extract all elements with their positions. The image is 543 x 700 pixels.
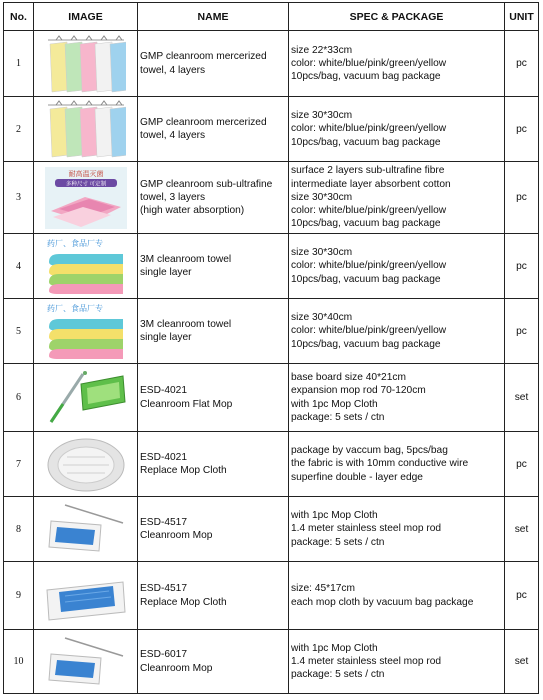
blue-pad-image: [34, 562, 138, 630]
row-number: 4: [4, 234, 34, 299]
name-line: GMP cleanroom mercerized: [140, 116, 267, 128]
spec-line: color: white/blue/pink/green/yellow: [291, 123, 447, 135]
row-number: 2: [4, 97, 34, 162]
spec-line: size 30*30cm: [291, 191, 353, 203]
name-line: Replace Mop Cloth: [140, 465, 227, 476]
table-row: [4, 364, 539, 432]
name-line: single layer: [140, 267, 192, 278]
row-number: 3: [4, 162, 34, 234]
spec-line: 10pcs/bag, vacuum bag package: [291, 218, 441, 230]
spec-line: size 22*33cm: [291, 44, 353, 56]
spec-line: with 1pc Mop Cloth: [291, 642, 378, 654]
spec-line: expansion mop rod 70-120cm: [291, 385, 426, 397]
spec-line: with 1pc Mop Cloth: [291, 510, 378, 522]
spec-line: package: 5 sets / ctn: [291, 411, 385, 423]
spec-line: package: 5 sets / ctn: [291, 669, 385, 681]
name-line: Cleanroom Mop: [140, 530, 213, 541]
product-spec: [289, 97, 505, 162]
product-name: [138, 31, 289, 97]
header-row: [4, 3, 539, 31]
spec-line: size: 45*17cm: [291, 583, 355, 595]
spec-line: color: white/blue/pink/green/yellow: [291, 205, 447, 217]
row-number: 5: [4, 299, 34, 364]
spec-line: 10pcs/bag, vacuum bag package: [291, 273, 441, 285]
name-line: 3M cleanroom towel: [140, 318, 232, 330]
product-name: [138, 364, 289, 432]
spec-line: 1.4 meter stainless steel mop rod: [291, 655, 442, 667]
table-row: [4, 630, 539, 694]
image-caption: 药厂、食品厂专: [46, 239, 103, 248]
spec-line: the fabric is with 10mm conductive wire: [291, 458, 469, 470]
spec-line: package: 5 sets / ctn: [291, 536, 385, 548]
name-line: towel, 3 layers: [140, 191, 206, 203]
product-name: [138, 630, 289, 694]
name-line: GMP cleanroom sub-ultrafine: [140, 178, 273, 190]
spec-line: each mop cloth by vacuum bag package: [291, 596, 474, 608]
spec-line: surface 2 layers sub-ultrafine fibre: [291, 165, 445, 177]
name-line: ESD-4021: [140, 385, 188, 397]
table-row: [4, 299, 539, 364]
name-line: towel, 4 layers: [140, 64, 206, 76]
product-unit: pc: [505, 162, 539, 234]
row-number: 9: [4, 562, 34, 630]
product-name: [138, 162, 289, 234]
spec-line: 10pcs/bag, vacuum bag package: [291, 338, 441, 350]
spec-line: superfine double - layer edge: [291, 471, 423, 483]
name-line: ESD-6017: [140, 649, 188, 661]
spec-line: 1.4 meter stainless steel mop rod: [291, 523, 442, 535]
product-spec: [289, 562, 505, 630]
product-unit: pc: [505, 234, 539, 299]
product-name: [138, 432, 289, 497]
name-line: Cleanroom Flat Mop: [140, 398, 233, 410]
spec-line: size 30*40cm: [291, 312, 353, 324]
image-caption: 多种尺寸 可定制: [65, 181, 106, 187]
product-spec: [289, 234, 505, 299]
towel-hanging-image: [34, 97, 138, 162]
name-line: Replace Mop Cloth: [140, 596, 227, 608]
spec-line: color: white/blue/pink/green/yellow: [291, 260, 447, 272]
product-name: [138, 562, 289, 630]
header-unit: UNIT: [505, 3, 539, 31]
product-spec: [289, 299, 505, 364]
name-line: single layer: [140, 332, 192, 343]
spec-line: with 1pc Mop Cloth: [291, 398, 378, 410]
table-body: [4, 31, 539, 694]
product-name: [138, 234, 289, 299]
flat-mop-image: [34, 364, 138, 432]
table-row: [4, 432, 539, 497]
product-spec: [289, 630, 505, 694]
header-name: NAME: [138, 3, 289, 31]
product-spec: [289, 432, 505, 497]
row-number: 8: [4, 497, 34, 562]
spec-line: base board size 40*21cm: [291, 372, 406, 384]
name-line: towel, 4 layers: [140, 130, 206, 141]
table-row: [4, 31, 539, 97]
product-unit: pc: [505, 31, 539, 97]
header-image: IMAGE: [34, 3, 138, 31]
mop-cloth-image: [34, 432, 138, 497]
name-line: 3M cleanroom towel: [140, 253, 232, 265]
image-caption: 耐高温灭菌: [68, 169, 103, 178]
product-unit: set: [505, 630, 539, 694]
product-spec: [289, 31, 505, 97]
header-no: No.: [4, 3, 34, 31]
spec-line: 10pcs/bag, vacuum bag package: [291, 136, 441, 148]
spec-line: 10pcs/bag, vacuum bag package: [291, 71, 441, 83]
table-row: [4, 497, 539, 562]
row-number: 7: [4, 432, 34, 497]
blue-mop-image: [34, 630, 138, 694]
product-unit: pc: [505, 97, 539, 162]
name-line: ESD-4021: [140, 451, 188, 463]
header-spec: SPEC & PACKAGE: [289, 3, 505, 31]
name-line: GMP cleanroom mercerized: [140, 51, 267, 63]
product-spec: [289, 162, 505, 234]
spec-line: size 30*30cm: [291, 247, 353, 259]
product-unit: pc: [505, 299, 539, 364]
towel-hanging-image: [34, 31, 138, 97]
name-line: ESD-4517: [140, 583, 188, 595]
product-unit: pc: [505, 432, 539, 497]
product-name: [138, 97, 289, 162]
towel-stack-image: [34, 162, 138, 234]
row-number: 6: [4, 364, 34, 432]
folded-towels-image: [34, 234, 138, 299]
product-unit: set: [505, 364, 539, 432]
product-spec: [289, 364, 505, 432]
spec-line: color: white/blue/pink/green/yellow: [291, 57, 447, 69]
name-line: ESD-4517: [140, 516, 188, 528]
row-number: 10: [4, 630, 34, 694]
name-line: Cleanroom Mop: [140, 662, 213, 674]
blue-mop-image: [34, 497, 138, 562]
product-name: [138, 299, 289, 364]
table-row: [4, 562, 539, 630]
spec-line: package by vaccum bag, 5pcs/bag: [291, 445, 448, 457]
table-row: [4, 97, 539, 162]
name-line: (high water absorption): [140, 205, 245, 217]
spec-line: color: white/blue/pink/green/yellow: [291, 325, 447, 337]
spec-line: size 30*30cm: [291, 110, 353, 122]
image-caption: 药厂、食品厂专: [46, 304, 103, 313]
product-unit: set: [505, 497, 539, 562]
row-number: 1: [4, 31, 34, 97]
spec-line: intermediate layer absorbent cotton: [291, 178, 451, 190]
product-table: [3, 2, 539, 694]
table-row: [4, 162, 539, 234]
product-unit: pc: [505, 562, 539, 630]
folded-towels-image: [34, 299, 138, 364]
product-spec: [289, 497, 505, 562]
table-row: [4, 234, 539, 299]
product-name: [138, 497, 289, 562]
